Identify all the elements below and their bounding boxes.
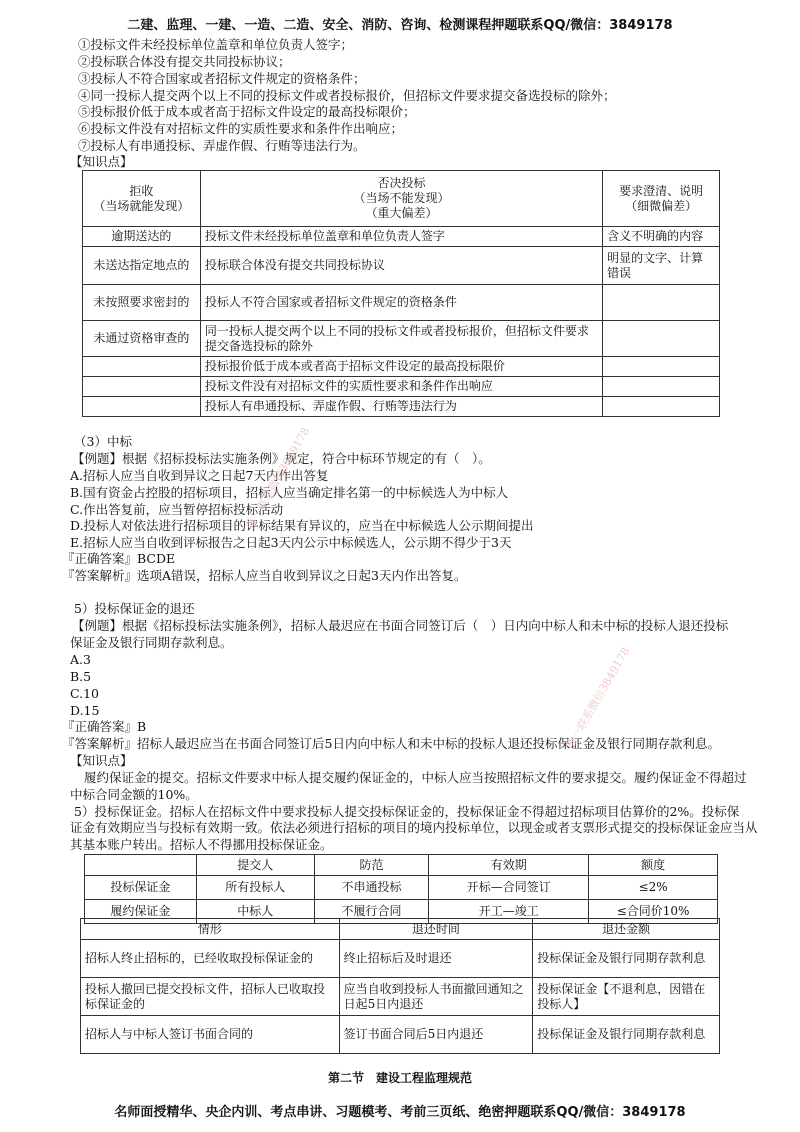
table-cell [83,357,201,377]
list-item: ⑦投标人有串通投标、弄虚作假、行贿等违法行为。 [78,138,366,153]
table-row [83,397,720,417]
table-cell: 不履行合同 [314,900,429,924]
paragraph: 其基本账户转出。招标人不得挪用投标保证金。 [70,837,333,852]
page-header: 二建、监理、一建、一造、二造、安全、消防、咨询、检测课程押题联系QQ/微信：3849178 [127,18,673,33]
question-text: 【例题】根据《招标投标法实施条例》，招标人最迟应在书面合同签订后（ ）日内向中标人和未中标的投标人退还投标 [72,618,729,633]
answer: 『正确答案』BCDE [62,551,176,566]
table-row [81,940,720,978]
option: C.10 [70,686,99,701]
deposit-comparison-table [84,854,718,924]
table-cell: 不串通投标 [314,876,429,900]
analysis: 『答案解析』招标人最迟应当在书面合同签订后5日内向中标人和未中标的投标人退还投标保证金及银行同期存款利息。 [62,736,720,751]
option: D.投标人对依法进行招标项目的评标结果有异议的，应当在中标候选人公示期间提出 [70,518,534,533]
watermark: 唯一联系微信3849178 [563,645,633,752]
table-cell: 投标联合体没有提交共同投标协议 [200,247,602,285]
paragraph: 5）投标保证金。招标人在招标文件中要求投标人提交投标保证金的，投标保证金不得超过招标项目估算价的2%。投标保 [74,804,740,819]
table-cell: 未送达指定地点的 [83,247,201,285]
table-row [83,357,720,377]
table-cell: 投标报价低于成本或者高于招标文件设定的最高投标限价 [200,357,602,377]
table-cell: 投标人撤回已提交投标文件，招标人已收取投标保证金的 [81,978,340,1016]
table-header: 退还金额 [533,919,720,940]
table-cell: 签订书面合同后5日内退还 [339,1016,533,1054]
section-title: 5）投标保证金的退还 [74,601,195,616]
header-text: （当场不能发现） [353,191,450,205]
table-header: 提交人 [196,855,314,876]
table-cell: 招标人与中标人签订书面合同的 [81,1016,340,1054]
table-row [83,377,720,397]
watermark: 唯一联系微信3849178 [243,425,313,532]
table-header [200,171,602,227]
table-row [83,285,720,321]
table-cell: 投标文件未经投标单位盖章和单位负责人签字 [200,227,602,247]
table-cell: 中标人 [196,900,314,924]
list-item: ③投标人不符合国家或者招标文件规定的资格条件； [78,71,366,86]
table-cell: 未按照要求密封的 [83,285,201,321]
header-text: （细微偏差） [625,198,698,213]
table-cell: 终止招标后及时退还 [339,940,533,978]
table-row [81,978,720,1016]
table-cell: 含义不明确的内容 [603,227,720,247]
table-cell: 履约保证金 [85,900,197,924]
page-footer: 名师面授精华、央企内训、考点串讲、习题模考、考前三页纸、绝密押题联系QQ/微信：3849178 [114,1105,686,1120]
list-item: ②投标联合体没有提交共同投标协议； [78,54,291,69]
table-header [603,171,720,227]
deposit-refund-table [80,918,720,1054]
paragraph: 履约保证金的提交。招标文件要求中标人提交履约保证金的，中标人应当按照招标文件的要求提交。履约保证金不得超过 [84,770,747,785]
option: A.招标人应当自收到异议之日起7天内作出答复 [70,468,329,483]
list-item: ⑤投标报价低于成本或者高于招标文件设定的最高投标限价； [78,104,416,119]
table-cell: 明显的文字、计算错误 [603,247,720,285]
table-row [83,321,720,357]
table-cell [603,321,720,357]
knowledge-label: 【知识点】 [70,753,133,768]
header-text: 拒收 [129,183,154,198]
option: C.作出答复前，应当暂停招标投标活动 [70,502,284,517]
table-cell: 投标保证金及银行同期存款利息 [533,940,720,978]
table-cell: 同一投标人提交两个以上不同的投标文件或者投标报价，但招标文件要求提交备选投标的除外 [200,321,602,357]
table-cell: 所有投标人 [196,876,314,900]
table-cell: ≤合同价10% [589,900,718,924]
table-cell [83,377,201,397]
rejection-table [82,170,720,417]
answer: 『正确答案』B [62,719,147,734]
table-row [83,227,720,247]
table-cell: 投标人有串通投标、弄虚作假、行贿等违法行为 [200,397,602,417]
table-cell: 逾期送达的 [83,227,201,247]
section-title: （3）中标 [74,434,132,449]
table-cell: 投标保证金及银行同期存款利息 [533,1016,720,1054]
header-text: （当场就能发现） [93,198,190,213]
list-item: ④同一投标人提交两个以上不同的投标文件或者投标报价，但招标文件要求提交备选投标的除外； [78,88,616,103]
table-cell: 应当自收到投标人书面撤回通知之日起5日内退还 [339,978,533,1016]
table-header: 退还时间 [339,919,533,940]
table-cell [603,377,720,397]
table-cell: 投标人不符合国家或者招标文件规定的资格条件 [200,285,602,321]
table-row [85,876,718,900]
table-cell: 开工—竣工 [429,900,589,924]
header-text: 要求澄清、说明 [619,183,704,198]
option: B.5 [70,669,92,684]
option: B.国有资金占控股的招标项目，招标人应当确定排名第一的中标候选人为中标人 [70,485,509,500]
table-cell: 开标—合同签订 [429,876,589,900]
table-header: 有效期 [429,855,589,876]
table-header: 额度 [589,855,718,876]
question-text: 【例题】根据《招标投标法实施条例》规定，符合中标环节规定的有（ ）。 [72,451,491,466]
header-text: （重大偏差） [365,206,438,220]
table-row [83,247,720,285]
table-cell: 投标保证金【不退利息，因错在投标人】 [533,978,720,1016]
table-cell [603,285,720,321]
header-text: 否决投标 [377,176,426,190]
option: D.15 [70,703,100,718]
knowledge-label: 【知识点】 [70,154,133,169]
table-cell [83,397,201,417]
table-row [81,1016,720,1054]
option: E.招标人应当自收到评标报告之日起3天内公示中标候选人，公示期不得少于3天 [70,535,512,550]
list-item: ⑥投标文件没有对招标文件的实质性要求和条件作出响应； [78,121,404,136]
table-cell: 未通过资格审查的 [83,321,201,357]
analysis: 『答案解析』选项A错误，招标人应当自收到异议之日起3天内作出答复。 [62,568,467,583]
table-header [83,171,201,227]
table-header: 情形 [81,919,340,940]
table-header: 防范 [314,855,429,876]
list-item: ①投标文件未经投标单位盖章和单位负责人签字； [78,37,354,52]
section-heading: 第二节 建设工程监理规范 [327,1071,472,1085]
option: A.3 [70,652,91,667]
table-cell [603,357,720,377]
table-cell [603,397,720,417]
table-cell: ≤2% [589,876,718,900]
table-header [85,855,197,876]
table-cell: 投标文件没有对招标文件的实质性要求和条件作出响应 [200,377,602,397]
table-cell: 招标人终止招标的，已经收取投标保证金的 [81,940,340,978]
question-text: 保证金及银行同期存款利息。 [70,635,233,650]
table-cell: 投标保证金 [85,876,197,900]
paragraph: 证金有效期应当与投标有效期一致。依法必须进行招标的项目的境内投标单位，以现金或者支票形式提交的投标保证金应当从 [70,820,758,835]
paragraph: 中标合同金额的10%。 [70,787,198,802]
